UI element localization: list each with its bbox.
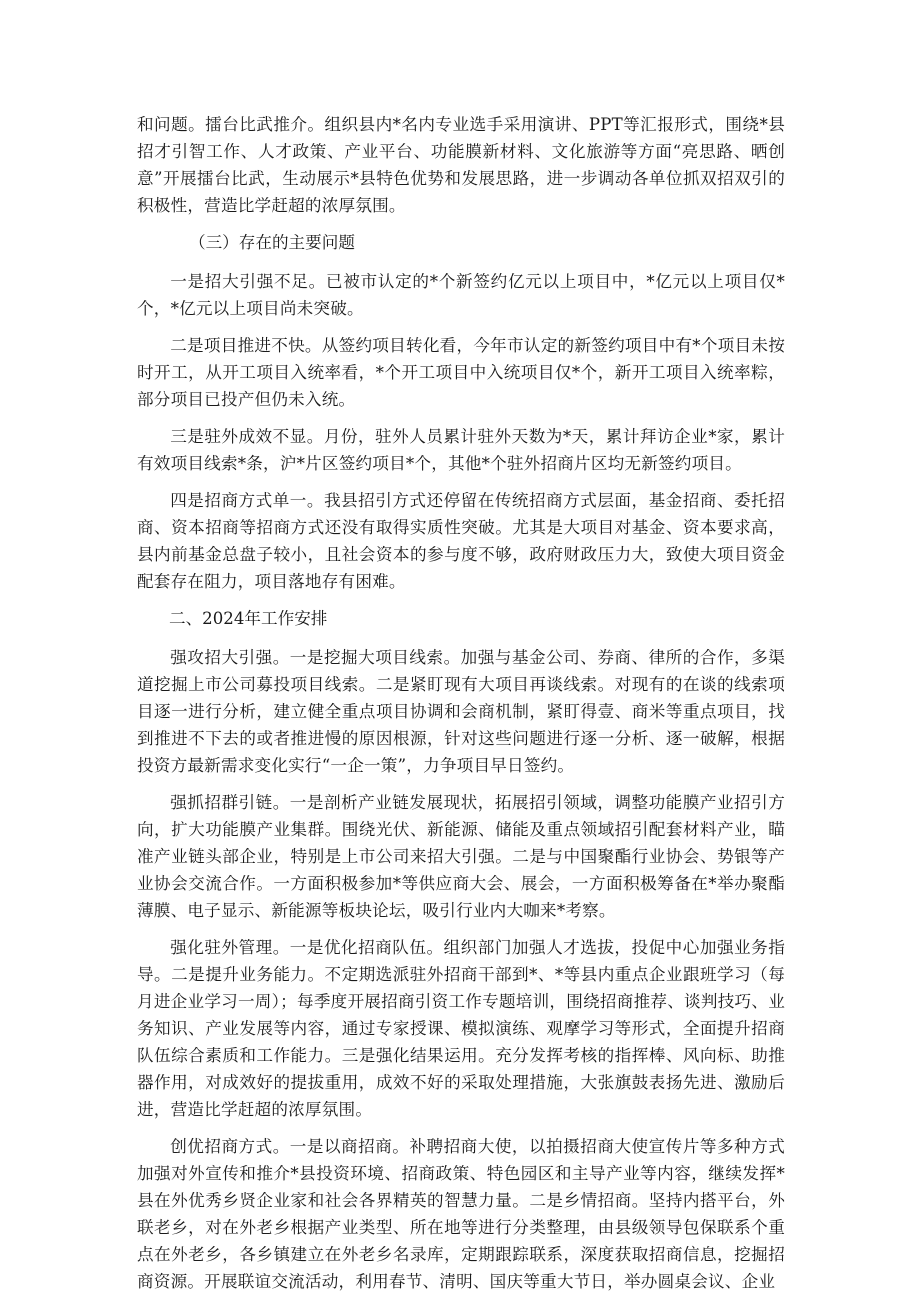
problem-paragraph-3: 三是驻外成效不显。月份，驻外人员累计驻外天数为*天，累计拜访企业*家，累计有效项目线索*条，沪*片区签约项目*个，其他*个驻外招商片区均无新签约项目。 [137,427,785,473]
plan-paragraph-1: 强攻招大引强。一是挖掘大项目线索。加强与基金公司、券商、律所的合作，多渠道挖掘上市公司募投项目线索。二是紧盯现有大项目再谈线索。对现有的在谈的线索项目逐一进行分析，建立健全重点项目协调和会商机制，紧盯得壹、商米等重点项目，找到推进不下去的或者推进慢的原因根源，针对这些问题进行逐一分析、逐一破解，根据投资方最新需求变化实行“一企一策”，力争项目早日签约。 [137,648,785,775]
plan-paragraph-4: 创优招商方式。一是以商招商。补聘招商大使，以拍摄招商大使宣传片等多种方式加强对外宣传和推介*县投资环境、招商政策、特色园区和主导产业等内容，继续发挥*县在外优秀乡贤企业家和社会各界精英的智慧力量。二是乡情招商。坚持内搭平台，外联老乡，对在外老乡根据产业类型、所在地等进行分类整理，由县级领导包保联系个重点在外老乡，各乡镇建立在外老乡名录库，定期跟踪联系，深度获取招商信息，挖掘招商资源。开展联谊交流活动，利用春节、清明、国庆等重大节日，举办圆桌会议、企业 [137,1137,785,1291]
problem-paragraph-1: 一是招大引强不足。已被市认定的*个新签约亿元以上项目中，*亿元以上项目仅*个，*亿元以上项目尚未突破。 [137,272,785,318]
section-heading-problems: （三）存在的主要问题 [189,233,355,252]
plan-paragraph-3: 强化驻外管理。一是优化招商队伍。组织部门加强人才选拔，投促中心加强业务指导。二是提升业务能力。不定期选派驻外招商干部到*、*等县内重点企业跟班学习（每月进企业学习一周）；每季度开展招商引资工作专题培训，围绕招商推荐、谈判技巧、业务知识、产业发展等内容，通过专家授课、模拟演练、观摩学习等形式，全面提升招商队伍综合素质和工作能力。三是强化结果运用。充分发挥考核的指挥棒、风向标、助推器作用，对成效好的提拔重用，成效不好的采取处理措施，大张旗鼓表扬先进、激励后进，营造比学赶超的浓厚氛围。 [137,938,785,1119]
problem-paragraph-2: 二是项目推进不快。从签约项目转化看，今年市认定的新签约项目中有*个项目未按时开工，从开工项目入统率看，*个开工项目中入统项目仅*个，新开工项目入统率粽，部分项目已投产但仍未入统。 [137,336,785,409]
section-heading-2024-plan: 二、2024年工作安排 [169,609,328,628]
document-body [137,111,785,1305]
plan-paragraph-2: 强抓招群引链。一是剖析产业链发展现状，拓展招引领域，调整功能膜产业招引方向，扩大功能膜产业集群。围绕光伏、新能源、储能及重点领域招引配套材料产业，瞄准产业链头部企业，特别是上市公司来招大引强。二是与中国聚酯行业协会、势银等产业协会交流合作。一方面积极参加*等供应商大会、展会，一方面积极筹备在*举办聚酯薄膜、电子显示、新能源等板块论坛，吸引行业内大咖来*考察。 [137,793,785,920]
problem-paragraph-4: 四是招商方式单一。我县招引方式还停留在传统招商方式层面，基金招商、委托招商、资本招商等招商方式还没有取得实质性突破。尤其是大项目对基金、资本要求高，县内前基金总盘子较小，且社会资本的参与度不够，政府财政压力大，致使大项目资金配套存在阻力，项目落地存有困难。 [137,491,785,591]
opening-paragraph: 和问题。擂台比武推介。组织县内*名内专业选手采用演讲、PPT等汇报形式，围绕*县招才引智工作、人才政策、产业平台、功能膜新材料、文化旅游等方面“亮思路、晒创意”开展擂台比武，生动展示*县特色优势和发展思路，进一步调动各单位抓双招双引的积极性，营造比学赶超的浓厚氛围。 [137,115,785,215]
